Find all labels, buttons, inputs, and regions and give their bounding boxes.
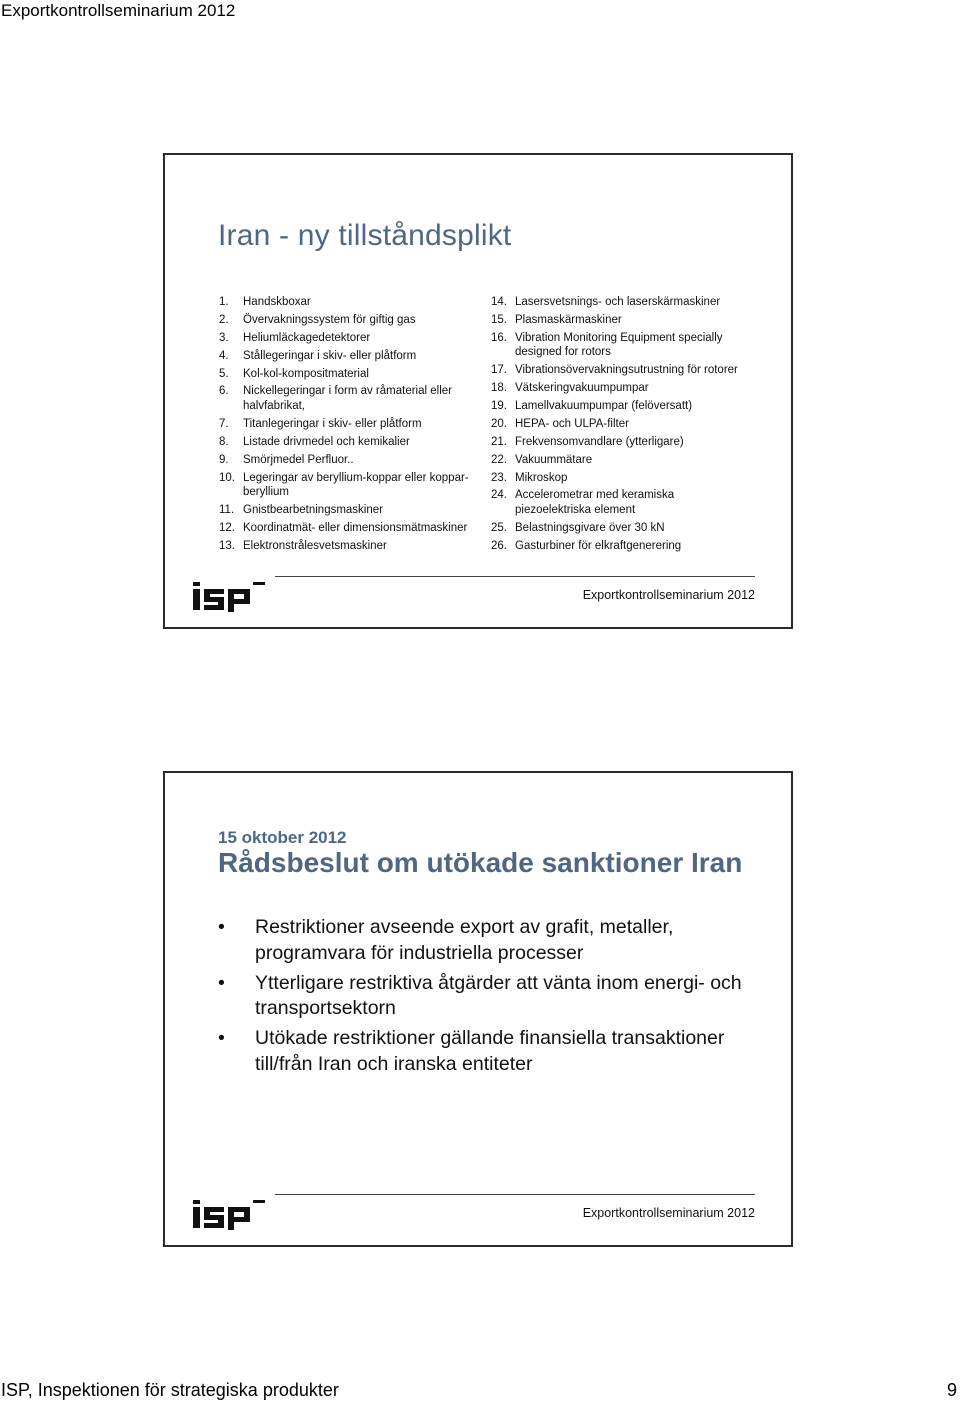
bullet-icon: • [218,916,225,938]
list-item: 7. Titanlegeringar i skiv- eller plåtform [219,417,422,430]
item-list-left [219,295,469,557]
list-item: 11. Gnistbearbetningsmaskiner [219,503,383,516]
bullet-item: • Restriktioner avseende export av grafit, metaller, programvara för industriella processer [218,916,674,964]
slide-title: Iran - ny tillståndsplikt [218,219,512,252]
slide-date: 15 oktober 2012 [218,828,347,847]
slide-1 [163,153,793,629]
footer-divider [275,1194,755,1195]
bullet-item: • Ytterligare restriktiva åtgärder att vänta inom energi- och transportsektorn [218,971,742,1019]
list-item: 3. Heliumläckagedetektorer [219,331,371,344]
isp-logo [193,1200,265,1230]
list-item: 16. Vibration Monitoring Equipment specially designed for rotors [491,331,723,359]
list-item: 2. Övervakningssystem för giftig gas [219,313,416,326]
list-item: 10. Legeringar av beryllium-koppar eller koppar-beryllium [219,471,469,499]
document-header: Exportkontrollseminarium 2012 [1,1,236,20]
list-item: 14. Lasersvetsnings- och laserskärmaskiner [491,296,721,308]
list-item: 8. Listade drivmedel och kemikalier [219,435,410,448]
list-item: 25. Belastningsgivare över 30 kN [491,521,665,534]
list-item: 26. Gasturbiner för elkraftgenerering [491,539,682,552]
list-item: 1. Handskboxar [219,296,311,308]
list-item: 13. Elektronstrålesvetsmaskiner [219,539,387,552]
slide-2 [163,771,793,1247]
isp-logo [193,582,265,612]
bullet-list [218,915,758,1082]
list-item: 4. Stållegeringar i skiv- eller plåtform [219,349,417,362]
list-item: 6. Nickellegeringar i form av råmaterial eller halvfabrikat, [219,385,452,412]
page-number: 9 [946,1380,957,1400]
slide-footer-text: Exportkontrollseminarium 2012 [582,588,755,602]
bullet-icon: • [218,971,225,994]
list-item: 23. Mikroskop [491,471,568,484]
list-item: 5. Kol-kol-kompositmaterial [219,367,369,380]
list-item: 12. Koordinatmät- eller dimensionsmätmaskiner [219,521,468,534]
list-item: 19. Lamellvakuumpumpar (felöversatt) [491,399,693,412]
list-item: 20. HEPA- och ULPA-filter [491,417,629,430]
document-footer: ISP, Inspektionen för strategiska produkter [1,1380,339,1400]
slide-footer-text: Exportkontrollseminarium 2012 [582,1206,755,1220]
footer-divider [275,576,755,577]
list-item: 24. Accelerometrar med keramiska piezoelektriska element [491,489,675,516]
list-item: 21. Frekvensomvandlare (ytterligare) [491,435,684,448]
list-item: 9. Smörjmedel Perfluor.. [219,453,354,466]
item-list-right [491,295,741,557]
list-item: 15. Plasmaskärmaskiner [491,313,622,326]
list-item: 17. Vibrationsövervakningsutrustning för rotorer [491,364,738,377]
list-item: 22. Vakuummätare [491,453,593,466]
bullet-icon: • [218,1027,225,1049]
bullet-item: • Utökade restriktioner gällande finansiella transaktioner till/från Iran och iranska entiteter [218,1027,725,1075]
list-item: 18. Vätskeringvakuumpumpar [491,382,649,395]
slide-title: Rådsbeslut om utökade sanktioner Iran [218,847,743,878]
